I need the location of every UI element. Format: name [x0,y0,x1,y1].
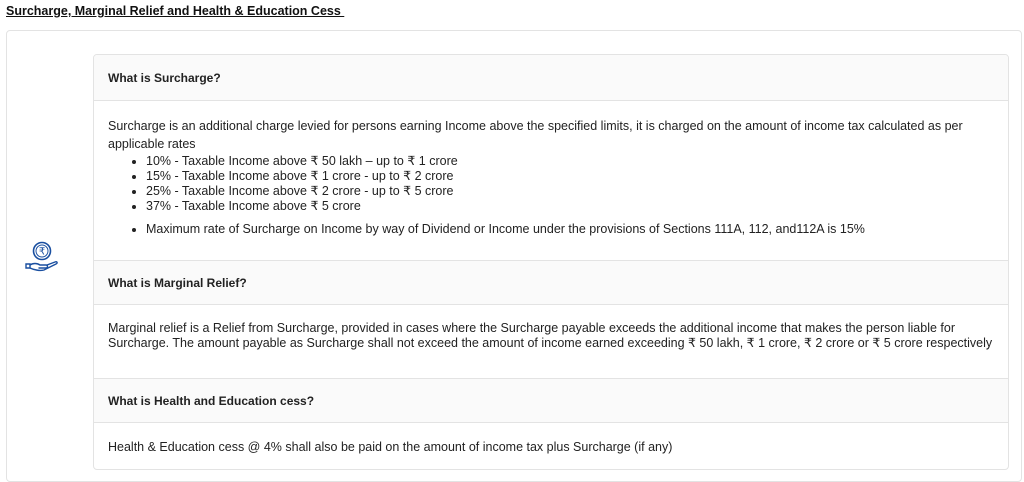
surcharge-body [94,117,1008,237]
list-item: • 25% - Taxable Income above ₹ 2 crore - up to ₹ 5 crore [146,184,994,199]
surcharge-intro: Surcharge is an additional charge levied for persons earning Income above the specified limits, it is charged on the amount of income tax calculated as per applicable rates [108,119,963,151]
dividend-note-list [108,222,994,237]
marginal-relief-body: Marginal relief is a Relief from Surcharge, provided in cases where the Surcharge payable exceeds the additional income that makes the person liable for Surcharge. The amount payable as Surcharge shall not exceed the amount of income earned exceeding ₹ 50 lakh, ₹ 1 crore, ₹ 2 crore or ₹ 5 crore respectively [108,321,993,350]
list-item: • 10% - Taxable Income above ₹ 50 lakh – up to ₹ 1 crore [146,154,994,169]
marginal-relief-heading: What is Marginal Relief? [94,261,1008,305]
cess-heading: What is Health and Education cess? [94,379,1008,423]
cess-body: Health & Education cess @ 4% shall also be paid on the amount of income tax plus Surcharge (if any) [108,440,673,454]
faq-panel [93,54,1009,470]
svg-text:₹: ₹ [38,246,46,258]
list-item: • Maximum rate of Surcharge on Income by way of Dividend or Income under the provisions of Sections 111A, 112, and112A is 15% [146,222,994,237]
surcharge-heading: What is Surcharge? [94,55,1008,101]
rupee-coin-hand-icon [22,240,62,276]
list-item: • 15% - Taxable Income above ₹ 1 crore - up to ₹ 2 crore [146,169,994,184]
list-item: • 37% - Taxable Income above ₹ 5 crore [146,199,994,214]
page-title: Surcharge, Marginal Relief and Health & Education Cess [6,4,345,18]
surcharge-rates-list [108,154,994,214]
